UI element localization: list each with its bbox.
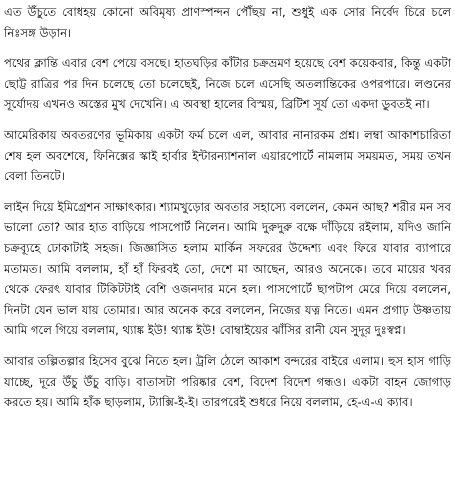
paragraph-2: পথের ক্লান্তি এবার বেশ পেয়ে বসছে। হাতঘড়ির কাঁটার চক্রভ্রমণ হয়েছে বেশ কয়েকবার, কিন্তু একটা ছোট্ট রাত্রির পর দিন চলেছে তো চলেছেই, নিজে চলে এসেছি অতলান্তিকের ওপরপারে। লণ্ডনের সূর্যোদয় এখনও অস্তের মুখ দেখেনি। এ অবস্থা হালের বিস্ময়, ব্রিটিশ সূর্য তো একদা ডুবতই না। <box>4 56 451 112</box>
paragraph-5: আবার তল্পিতল্পার হিসেব বুঝে নিতে হল। ট্রলি ঠেলে আকাশ বন্দরের বাইরে এলাম। হুস হাস গাড়ি যাচ্ছে, দূরে উঁচু উঁচু বাড়ি। বাতাসটা পরিষ্কার বেশ, বিদেশ বিদেশ গন্ধও। একটা বাহন জোগাড় করতে হয়। আমি হাঁক ছাড়লাম, ট্যাক্সি-ই-ই। তারপরেই শুধরে নিয়ে বললাম, হে-এ-এ ক্যাব। <box>4 353 451 410</box>
paragraph-3: আমেরিকায় অবতরণের ভূমিকায় একটা ফর্ম চলে এল, আবার নানারকম প্রশ্ন। লম্বা আকাশচারিতা শেষ হল অবশেষে, ফিনিক্সের স্কাই হার্বার ইন্টারন্যাশনাল এয়ারপোর্টে নামলাম সময়মত, সময় তখন বেলা তিনটে। <box>4 127 451 184</box>
document-page <box>4 2 451 423</box>
paragraph-4: লাইন দিয়ে ইমিগ্রেশন সাক্ষাৎকার। শ্যামখুড়োর অবতার সহাস্যে বললেন, কেমন আছ? শরীর মন সব ভালো তো? আর হাত বাড়িয়ে পাসপোর্ট নিলেন। আমি দুরুদুরু বক্ষে দাঁড়িয়ে রইলাম, যদিও জানি চক্রব্যূহে ঢোকাটাই সহজ। জিজ্ঞাসিত হলাম মার্কিন সফরের উদ্দেশ্য এবং ফিরে যাবার ব্যাপারে মতামত। আমি বললাম, হাঁ হাঁ ফিরবই তো, দেশে মা আছেন, আরও অনেকে। তবে মায়ের খবর থেকে ফেরৎ যাবার টিকিটটাই বেশি ওজনদার মনে হল। পাসপোর্টে ছাপটাপ মেরে দিয়ে বললেন, দিনটা যেন ভাল যায় তোমার। আর অনেক করে বললেন, নিজের যত্ন নিতে। এমন প্রগাঢ় উষ্ণতায় আমি গলে গিয়ে বললাম, থ্যাঙ্ক ইউ! থ্যাঙ্ক ইউ! বোম্বাইয়ের ঝাঁসির রানী যেন সুদূর দুঃস্বপ্ন। <box>4 199 451 338</box>
paragraph-1: এত উঁচুতে বোধহয় কোনো অবিমৃষ্য প্রাণস্পন্দন পৌঁছয় না, শুধুই এক সোর নির্বেদ চিরে চলে নিঃসঙ্গ উড়ান। <box>4 5 451 40</box>
